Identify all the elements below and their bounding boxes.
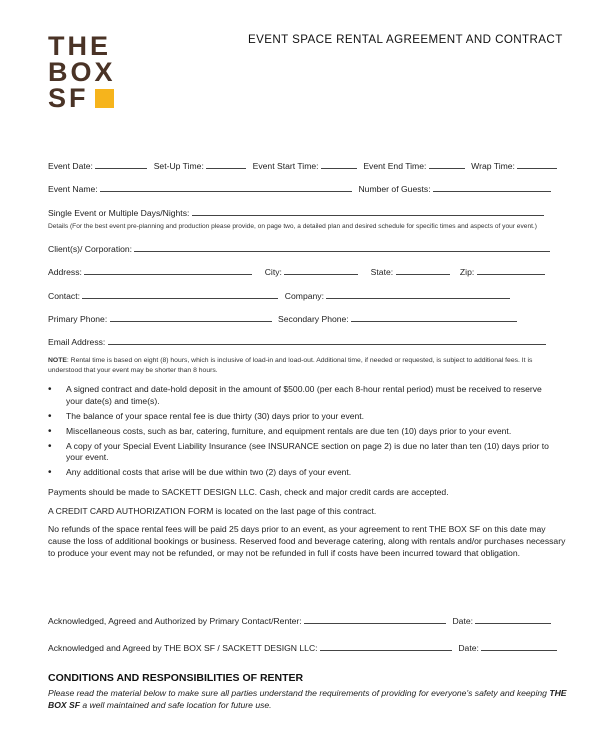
ack-primary-signature-field[interactable] — [304, 615, 446, 624]
conditions-paragraph — [48, 687, 568, 711]
list-item: • A copy of your Special Event Liability Insurance (see INSURANCE section on page 2) is due no later than ten (10) days prior to your event. — [48, 441, 558, 464]
conditions-title: CONDITIONS AND RESPONSIBILITIES OF RENTER — [48, 672, 304, 684]
ack-primary-date-label: Date: — [452, 616, 473, 626]
contact-row — [48, 290, 514, 301]
conditions-bold: THE BOX SF — [48, 688, 567, 710]
single-multiple-label: Single Event or Multiple Days/Nights: — [48, 208, 190, 218]
ack-primary-row — [48, 615, 555, 626]
city-field[interactable] — [284, 266, 358, 275]
document-title: EVENT SPACE RENTAL AGREEMENT AND CONTRACT — [248, 33, 563, 46]
wrap-time-field[interactable] — [517, 160, 557, 169]
logo-square-icon — [95, 89, 114, 108]
primary-phone-label: Primary Phone: — [48, 314, 108, 324]
state-field[interactable] — [396, 266, 450, 275]
event-end-time-label: Event End Time: — [363, 161, 427, 171]
setup-time-label: Set-Up Time: — [153, 161, 204, 171]
secondary-phone-label: Secondary Phone: — [278, 314, 349, 324]
payments-paragraph: Payments should be made to SACKETT DESIGN LLC. Cash, check and major credit cards are accepted. — [48, 487, 449, 497]
credit-card-paragraph: A CREDIT CARD AUTHORIZATION FORM is located on the last page of this contract. — [48, 506, 377, 516]
address-row — [48, 266, 549, 277]
ack-box-date-label: Date: — [458, 643, 479, 653]
contact-label: Contact: — [48, 291, 81, 301]
payment-terms-list — [48, 384, 558, 482]
city-label: City: — [264, 267, 282, 277]
company-field[interactable] — [326, 290, 510, 299]
event-end-time-field[interactable] — [429, 160, 465, 169]
list-item: • Miscellaneous costs, such as bar, catering, furniture, and equipment rentals are due ten (10) days prior to your event. — [48, 426, 558, 438]
logo-line-sf — [48, 85, 128, 111]
event-date-label: Event Date: — [48, 161, 93, 171]
state-label: State: — [370, 267, 394, 277]
email-label: Email Address: — [48, 337, 106, 347]
address-field[interactable] — [84, 266, 252, 275]
list-item: • A signed contract and date-hold deposit in the amount of $500.00 (per each 8-hour rental period) must be received to reserve your date(s) and time(s). — [48, 384, 558, 407]
ack-primary-date-field[interactable] — [475, 615, 551, 624]
event-name-row — [48, 183, 555, 194]
event-date-field[interactable] — [95, 160, 147, 169]
ack-box-date-field[interactable] — [481, 642, 557, 651]
logo-sf-text: SF — [48, 83, 89, 113]
phone-row — [48, 313, 521, 324]
secondary-phone-field[interactable] — [351, 313, 517, 322]
ack-box-row — [48, 642, 561, 653]
ack-primary-label: Acknowledged, Agreed and Authorized by Primary Contact/Renter: — [48, 616, 302, 626]
conditions-text-1: Please read the material below to make sure all parties understand the requirements of providing for everyone's safety and keeping — [48, 688, 550, 698]
client-label: Client(s)/ Corporation: — [48, 244, 133, 254]
client-field[interactable] — [134, 243, 550, 252]
ack-box-label: Acknowledged and Agreed by THE BOX SF / SACKETT DESIGN LLC: — [48, 643, 318, 653]
email-field[interactable] — [108, 336, 546, 345]
setup-time-field[interactable] — [206, 160, 246, 169]
logo — [48, 33, 128, 111]
single-multiple-field[interactable] — [192, 207, 544, 216]
primary-phone-field[interactable] — [110, 313, 272, 322]
details-note: Details (For the best event pre-planning and production please provide, on page two, a detailed plan and desired schedule for specific times and aspects of your event.) — [48, 223, 537, 230]
email-row — [48, 336, 550, 347]
refunds-paragraph: No refunds of the space rental fees will be paid 25 days prior to an event, as your agreement to rent THE BOX SF on this date may cause the loss of additional bookings or business. Reserved food and beverage catering, along with rentals and/or purchases necessary to produce your event may not be refunded, or may not be refunded in full if costs have been incurred toward that obligation. — [48, 524, 566, 558]
event-name-label: Event Name: — [48, 184, 98, 194]
note-text: : Rental time is based on eight (8) hours, which is inclusive of load-in and load-out. Additional time, if needed or requested, is subject to additional fees. It is understood that your event may be shorter than 8 hours. — [48, 357, 533, 374]
event-times-row — [48, 160, 561, 171]
event-start-time-field[interactable] — [321, 160, 357, 169]
ack-box-signature-field[interactable] — [320, 642, 452, 651]
number-of-guests-field[interactable] — [433, 183, 551, 192]
single-multiple-row — [48, 207, 548, 218]
list-item: • Any additional costs that arise will be due within two (2) days of your event. — [48, 467, 558, 479]
note-label: NOTE — [48, 357, 67, 364]
wrap-time-label: Wrap Time: — [471, 161, 515, 171]
logo-line-the: THE — [48, 31, 111, 61]
event-name-field[interactable] — [100, 183, 352, 192]
logo-line-box: BOX — [48, 57, 116, 87]
company-label: Company: — [284, 291, 324, 301]
zip-field[interactable] — [477, 266, 545, 275]
zip-label: Zip: — [459, 267, 475, 277]
address-label: Address: — [48, 267, 82, 277]
contact-field[interactable] — [82, 290, 278, 299]
number-of-guests-label: Number of Guests: — [358, 184, 431, 194]
client-row — [48, 243, 554, 254]
rental-time-note — [48, 356, 558, 375]
event-start-time-label: Event Start Time: — [252, 161, 319, 171]
list-item: • The balance of your space rental fee is due thirty (30) days prior to your event. — [48, 411, 558, 423]
conditions-text-2: a well maintained and safe location for future use. — [80, 700, 272, 710]
